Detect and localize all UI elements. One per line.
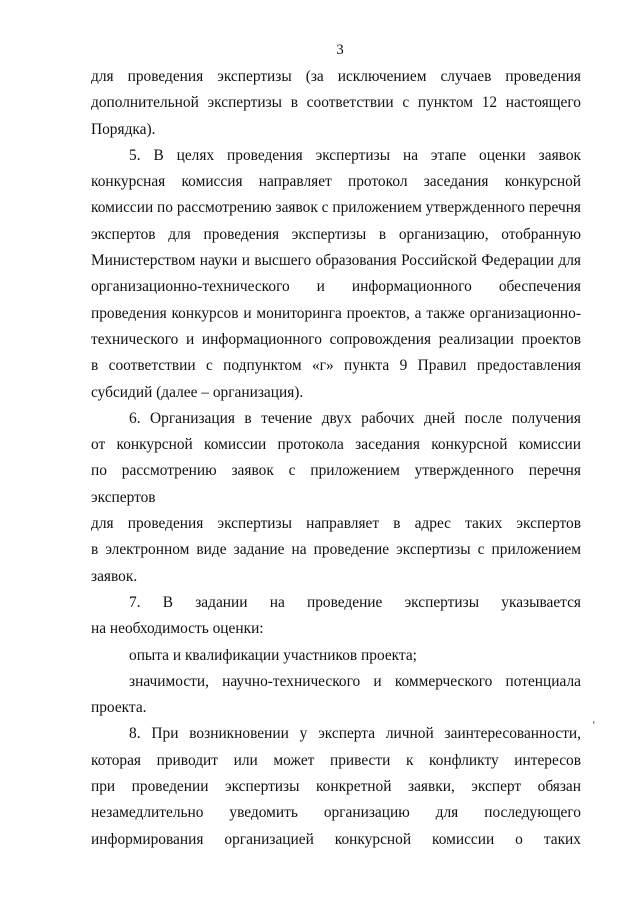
- text-line: технического и информационного сопровождения реализации проектов: [91, 330, 581, 348]
- text-line: информирования организацией конкурсной комиссии о таких: [91, 830, 581, 848]
- text-line: 7. В задании на проведение экспертизы указывается: [129, 593, 581, 611]
- text-line: которая приводит или может привести к конфликту интересов: [91, 751, 581, 769]
- text-line: субсидий (далее – организация).: [91, 383, 304, 401]
- text-line: на необходимость оценки:: [91, 620, 264, 638]
- text-line: Порядка).: [91, 120, 156, 138]
- text-line: 5. В целях проведения экспертизы на этапе оценки заявок: [129, 146, 581, 164]
- text-line: для проведения экспертизы направляет в адрес таких экспертов: [91, 515, 581, 533]
- text-line: в соответствии с подпунктом «г» пункта 9 Правил предоставления: [91, 357, 581, 375]
- text-line: 8. При возникновении у эксперта личной заинтересованности,: [129, 725, 581, 743]
- text-line: при проведении экспертизы конкретной заявки, эксперт обязан: [91, 778, 581, 796]
- text-line: организационно-технического и информационного обеспечения: [91, 278, 581, 296]
- text-line: Министерством науки и высшего образования Российской Федерации для: [91, 252, 581, 270]
- text-line: проекта.: [91, 699, 147, 717]
- text-line: в электронном виде задание на проведение экспертизы с приложением: [91, 541, 581, 559]
- text-line: для проведения экспертизы (за исключением случаев проведения: [91, 68, 581, 85]
- text-line: дополнительной экспертизы в соответствии с пунктом 12 настоящего: [91, 94, 581, 112]
- document-body: [91, 64, 581, 853]
- text-line: 6. Организация в течение двух рабочих дней после получения: [129, 409, 581, 427]
- text-line: заявок.: [91, 567, 138, 585]
- text-line: от конкурсной комиссии протокола заседания конкурсной комиссии: [91, 436, 581, 454]
- text-line: комиссии по рассмотрению заявок с приложением утвержденного перечня: [91, 199, 582, 217]
- text-line: проведения конкурсов и мониторинга проектов, а также организационно-: [91, 304, 581, 322]
- text-line: незамедлительно уведомить организацию для последующего: [91, 804, 581, 822]
- text-line: по рассмотрению заявок с приложением утвержденного перечня экспертов: [91, 462, 581, 506]
- text-line: значимости, научно-технического и коммерческого потенциала: [129, 672, 581, 690]
- page-number: 3: [336, 42, 344, 58]
- text-line: опыта и квалификации участников проекта;: [129, 646, 417, 664]
- scan-artifact-mark: ‘: [592, 719, 596, 731]
- text-line: конкурсная комиссия направляет протокол заседания конкурсной: [91, 173, 581, 191]
- text-line: экспертов для проведения экспертизы в организацию, отобранную: [91, 225, 581, 243]
